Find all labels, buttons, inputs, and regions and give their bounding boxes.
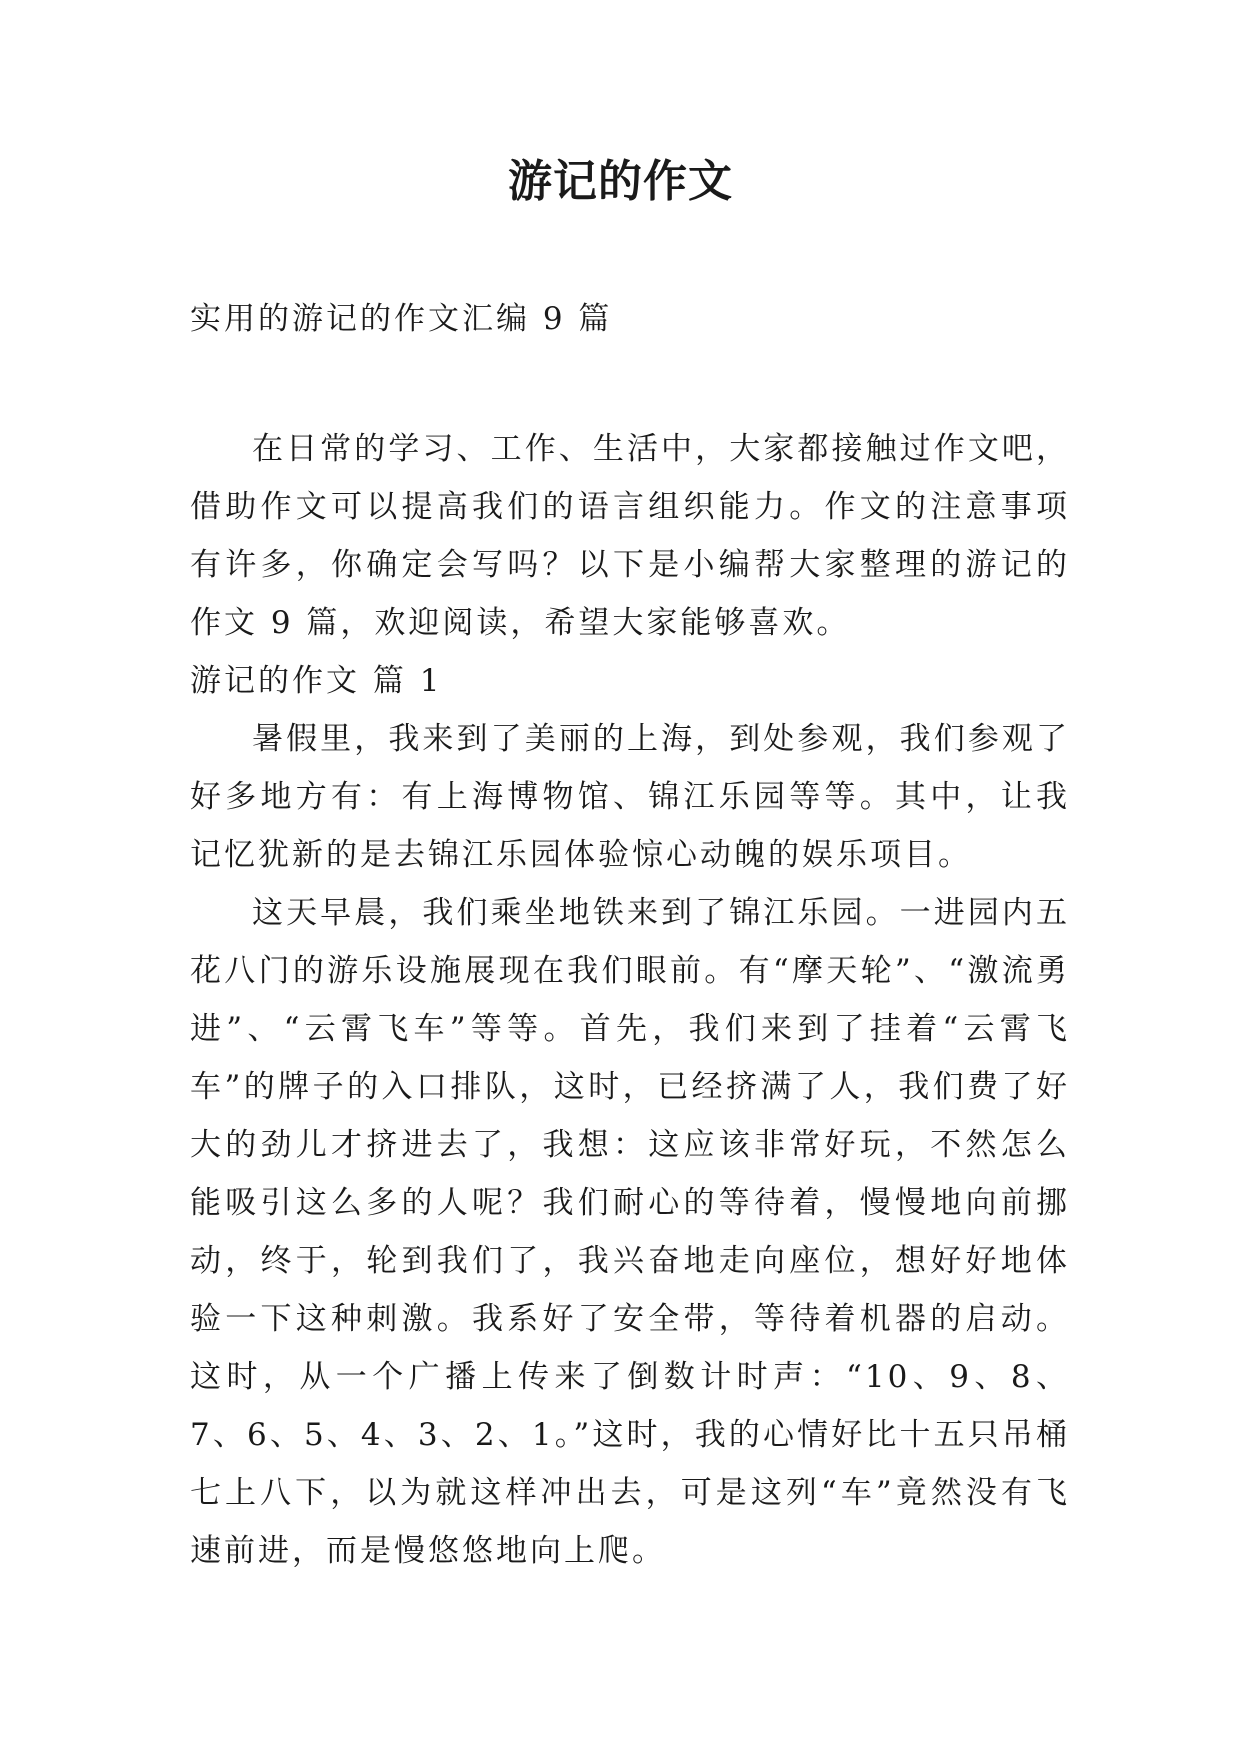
body-paragraph: 这天早晨，我们乘坐地铁来到了锦江乐园。一进园内五花八门的游乐设施展现在我们眼前。有“摩天轮”、“激流勇进”、“云霄飞车”等等。首先，我们来到了挂着“云霄飞车”的牌子的入口排队，这时，已经挤满了人，我们费了好大的劲儿才挤进去了，我想：这应该非常好玩，不然怎么能吸引这么多的人呢？我们耐心的等待着，慢慢地向前挪动，终于，轮到我们了，我兴奋地走向座位，想好好地体验一下这种刺激。我系好了安全带，等待着机器的启动。这时，从一个广播上传来了倒数计时声：“10、9、8、7、6、5、4、3、2、1。”这时，我的心情好比十五只吊桶七上八下，以为就这样冲出去，可是这列“车”竟然没有飞速前进，而是慢悠悠地向上爬。 (190, 895, 1070, 1569)
document-subtitle: 实用的游记的作文汇编 9 篇 (190, 301, 613, 337)
document-title: 游记的作文 (508, 156, 733, 207)
spacer (190, 348, 1070, 420)
body-paragraph: 暑假里，我来到了美丽的上海，到处参观，我们参观了好多地方有：有上海博物馆、锦江乐园等等。其中，让我记忆犹新的是去锦江乐园体验惊心动魄的娱乐项目。 (190, 721, 1070, 873)
intro-paragraph: 在日常的学习、工作、生活中，大家都接触过作文吧，借助作文可以提高我们的语言组织能力。作文的注意事项有许多，你确定会写吗？以下是小编帮大家整理的游记的作文 9 篇，欢迎阅读，希望大家能够喜欢。 (190, 431, 1070, 641)
document-body (190, 290, 1070, 1580)
section-heading: 游记的作文 篇 1 (190, 663, 443, 699)
